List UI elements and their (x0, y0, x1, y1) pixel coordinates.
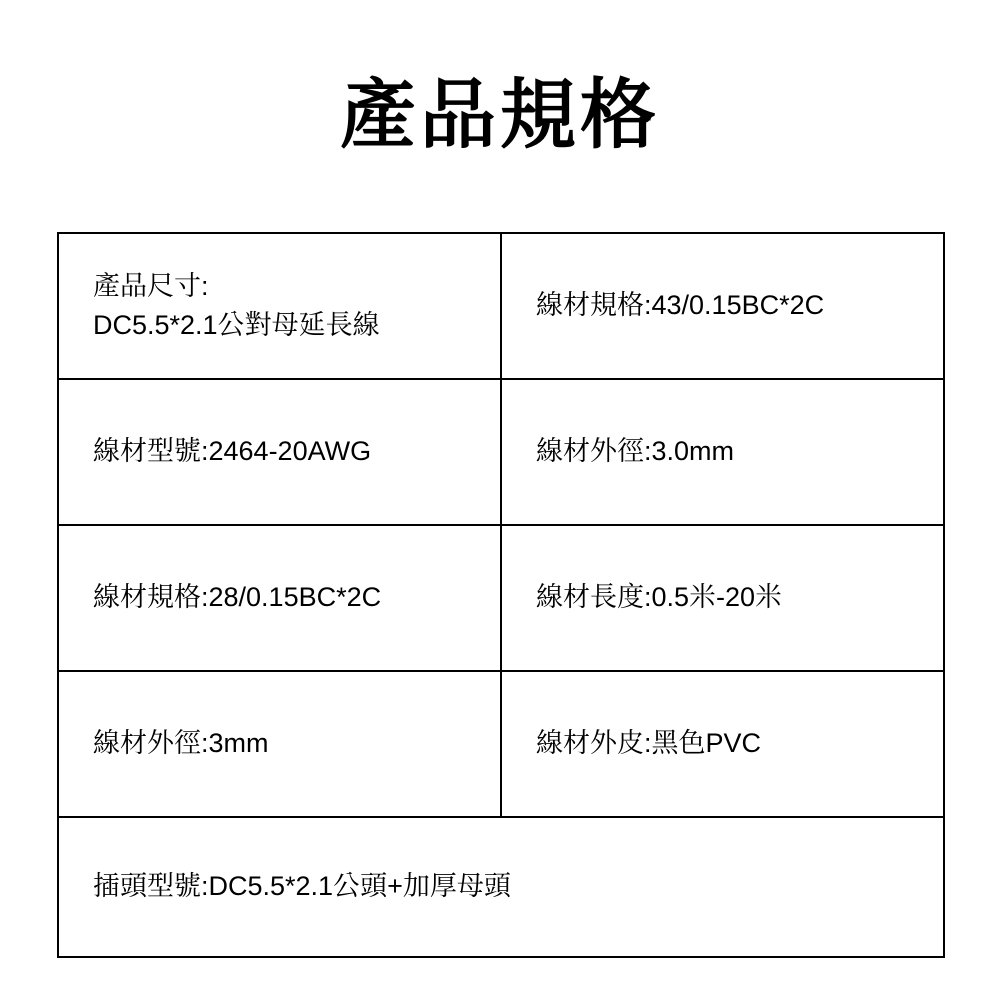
table-row (58, 379, 944, 525)
spec-text: 線材外徑:3mm (93, 728, 269, 759)
spec-text: DC5.5*2.1公對母延長線 (93, 310, 380, 340)
table-row (58, 525, 944, 671)
spec-text: 線材規格:43/0.15BC*2C (536, 290, 825, 321)
spec-cell-wire-spec-43 (501, 233, 944, 379)
table-row (58, 233, 944, 379)
spec-cell-wire-length (501, 525, 944, 671)
spec-text: 線材長度:0.5米-20米 (536, 582, 783, 613)
table-row (58, 671, 944, 817)
spec-cell-wire-outer-diameter-30 (501, 379, 944, 525)
spec-text: 產品尺寸: (93, 270, 209, 301)
table-row (58, 817, 944, 957)
specification-table-body (58, 233, 944, 957)
spec-cell-wire-outer-diameter-3 (58, 671, 501, 817)
spec-text: 線材型號:2464-20AWG (93, 436, 372, 467)
spec-cell-plug-model (58, 817, 944, 957)
spec-text: 線材外皮:黑色PVC (536, 728, 762, 759)
specification-table (57, 232, 945, 958)
spec-text: 插頭型號:DC5.5*2.1公頭+加厚母頭 (93, 871, 511, 902)
spec-cell-wire-jacket (501, 671, 944, 817)
spec-cell-product-size (58, 233, 501, 379)
spec-text: 線材外徑:3.0mm (536, 436, 735, 467)
spec-text: 線材規格:28/0.15BC*2C (93, 582, 382, 613)
spec-cell-wire-spec-28 (58, 525, 501, 671)
spec-cell-wire-model (58, 379, 501, 525)
page-title: 產品規格 (340, 73, 660, 158)
